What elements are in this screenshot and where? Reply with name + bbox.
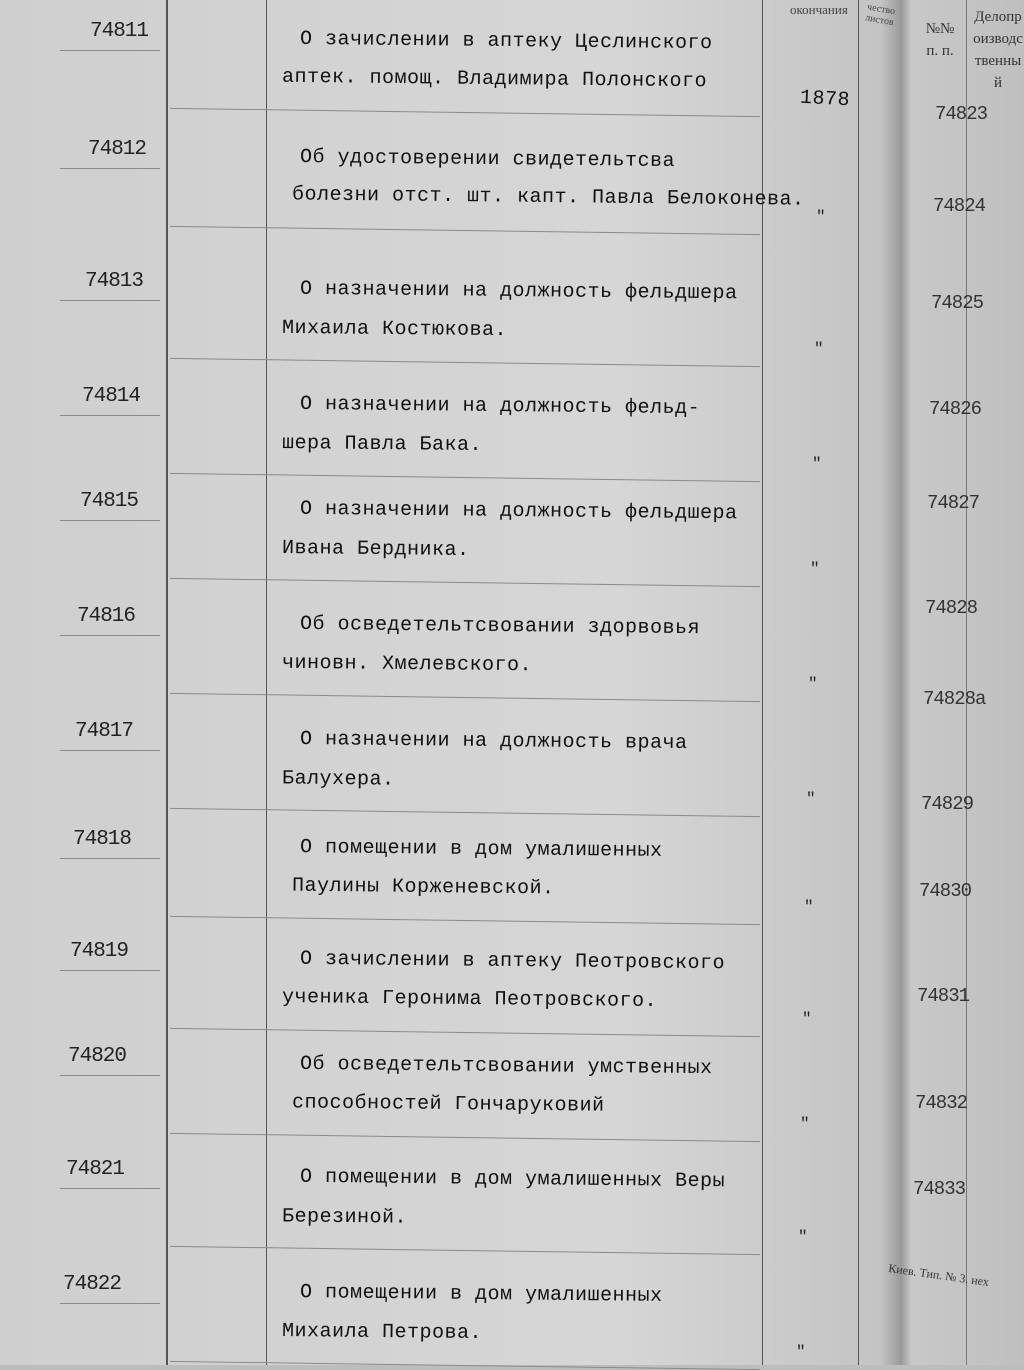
entry-title-line: болезни отст. шт. капт. Павла Белоконева.	[291, 183, 805, 212]
row-line	[60, 750, 160, 751]
column-divider	[858, 0, 859, 1365]
right-page-number: 74825	[931, 292, 984, 314]
entry-number: 74812	[88, 138, 147, 161]
row-line	[60, 1188, 160, 1189]
row-line	[60, 970, 160, 971]
row-line	[170, 693, 760, 702]
ditto-mark: "	[804, 898, 814, 916]
entry-title-line: Березиной.	[281, 1205, 408, 1230]
row-line	[170, 808, 760, 817]
year-end: 1878	[799, 86, 851, 113]
ditto-mark: "	[802, 1010, 812, 1028]
row-line	[170, 916, 760, 925]
row-line	[170, 578, 760, 587]
entry-title-line: Об осведетельтсвовании умственных	[299, 1052, 713, 1081]
entry-title-line: Об удостоверении свидетельтсва	[299, 146, 676, 173]
row-line	[60, 415, 160, 416]
entry-number: 74815	[80, 490, 139, 513]
entry-title-line: Ивана Бердника.	[281, 537, 470, 562]
column-divider	[166, 0, 168, 1365]
row-line	[170, 473, 760, 482]
header-sheets: чество листов	[864, 1, 896, 29]
row-line	[170, 1133, 760, 1142]
ditto-mark: "	[806, 790, 816, 808]
ditto-mark: "	[814, 340, 824, 358]
entry-title-line: Михаила Костюкова.	[281, 316, 508, 343]
right-page-number: 74828	[925, 597, 978, 619]
entry-title-line: О зачислении в аптеку Пеотровского	[299, 947, 726, 976]
row-line	[170, 1246, 760, 1255]
right-page-number: 74833	[913, 1178, 966, 1200]
entry-number: 74817	[75, 720, 134, 743]
entry-title-line: О назначении на должность фельдшера	[299, 277, 738, 306]
entry-title-line: О помещении в дом умалишенных	[299, 1281, 663, 1308]
entry-title-line: О назначении на должность фельдшера	[299, 497, 738, 526]
entry-title-line: чиновн. Хмелевского.	[281, 651, 533, 678]
entry-number: 74814	[82, 385, 141, 408]
entry-title-line: ученика Геронима Пеотровского.	[281, 986, 658, 1013]
entry-title-line: способностей Гончаруковий	[291, 1091, 605, 1118]
row-line	[60, 858, 160, 859]
right-page-number: 74829	[921, 793, 974, 815]
header-right-no: №№ п. п.	[925, 21, 955, 59]
entry-title-line: Балухера.	[281, 767, 395, 792]
row-line	[60, 1075, 160, 1076]
ditto-mark: "	[816, 208, 826, 226]
entry-number: 74811	[90, 20, 149, 43]
row-line	[170, 108, 760, 117]
entry-number: 74821	[66, 1158, 125, 1181]
row-line	[60, 300, 160, 301]
ditto-mark: "	[810, 560, 820, 578]
entry-title-line: О назначении на должность фельд-	[299, 392, 701, 421]
entry-title-line: Паулины Корженевской.	[291, 874, 555, 901]
right-page-number: 74831	[917, 985, 970, 1007]
row-line	[170, 358, 760, 367]
row-line	[60, 50, 160, 51]
right-page-number: 74832	[915, 1092, 968, 1114]
ditto-mark: "	[798, 1228, 808, 1246]
right-page-number: 74823	[935, 103, 988, 125]
right-page-number: 74830	[919, 880, 972, 902]
printer-footer: Киев. Тип. № 3. нех	[887, 1261, 990, 1289]
entry-title-line: О назначении на должность врача	[299, 727, 688, 756]
entry-title-line: Михаила Петрова.	[281, 1319, 483, 1346]
entry-number: 74816	[77, 605, 136, 628]
entry-number: 74822	[63, 1273, 122, 1296]
row-line	[170, 226, 760, 235]
row-line	[60, 635, 160, 636]
entry-title-line: О помещении в дом умалишенных	[299, 836, 663, 863]
ditto-mark: "	[800, 1115, 810, 1133]
right-page-number: 74827	[927, 492, 980, 514]
right-page-number: 74826	[929, 398, 982, 420]
entry-title-line: аптек. помощ. Владимира Полонского	[281, 65, 708, 94]
row-line	[170, 1028, 760, 1037]
right-page-number: 74828а	[923, 688, 986, 710]
entry-number: 74818	[73, 828, 132, 851]
right-page-number: 74824	[933, 195, 986, 217]
entry-title-line: О зачислении в аптеку Цеслинского	[299, 27, 713, 56]
entry-title-line: Об осведетельтсвовании здорвовья	[299, 612, 701, 641]
row-line	[170, 1361, 760, 1370]
entry-title-line: О помещении в дом умалишенных Веры	[299, 1165, 726, 1194]
row-line	[60, 520, 160, 521]
header-right-delo: Делопроизводственный	[973, 9, 1023, 91]
entry-number: 74819	[70, 940, 129, 963]
entry-number: 74820	[68, 1045, 127, 1068]
row-line	[60, 1303, 160, 1304]
row-line	[60, 168, 160, 169]
entry-number: 74813	[85, 270, 144, 293]
ditto-mark: "	[808, 675, 818, 693]
entry-title-line: шера Павла Бака.	[281, 431, 483, 458]
ditto-mark: "	[812, 455, 822, 473]
header-end-date: окончания	[790, 2, 848, 17]
column-divider	[266, 0, 267, 1365]
ditto-mark: "	[796, 1343, 806, 1361]
